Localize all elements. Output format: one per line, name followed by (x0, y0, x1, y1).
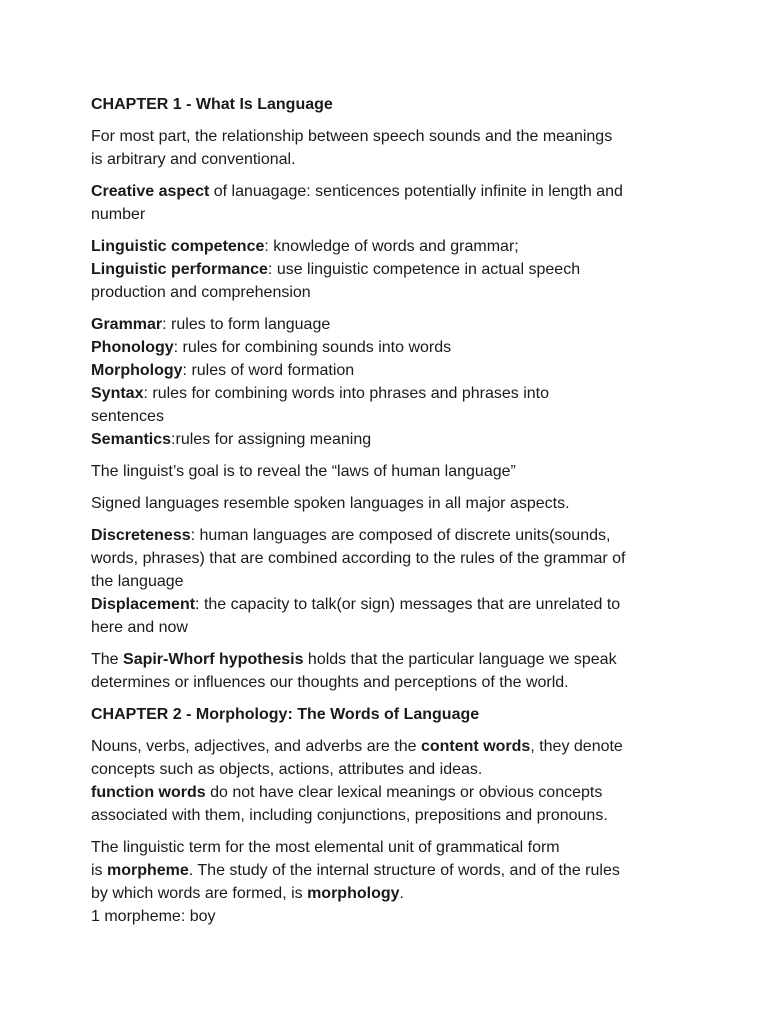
text-line (91, 735, 691, 758)
paragraph-competence (91, 235, 691, 304)
text-line: sentences (91, 408, 164, 425)
text-fragment: do not have clear lexical meanings or obvious concepts (205, 784, 603, 801)
text-line: Signed languages resemble spoken languages in all major aspects. (91, 495, 570, 512)
term-function-words: function words (91, 784, 206, 801)
text-fragment: : rules for combining sounds into words (173, 339, 452, 356)
text-line (91, 859, 691, 882)
paragraph-discreteness (91, 524, 691, 639)
text-fragment: The (91, 651, 124, 668)
paragraph-content-words (91, 735, 691, 827)
text-line: number (91, 206, 146, 223)
text-fragment: . (399, 885, 404, 902)
term-content-words: content words (420, 738, 531, 755)
text-line: 1 morpheme: boy (91, 908, 216, 925)
text-line (91, 235, 691, 258)
text-line (91, 336, 691, 359)
text-fragment: :rules for assigning meaning (171, 431, 372, 448)
term-discreteness: Discreteness (91, 527, 191, 544)
paragraph-arbitrary (91, 125, 691, 171)
text-line: the language (91, 573, 184, 590)
text-line (91, 428, 691, 451)
text-fragment: : human languages are composed of discrete units(sounds, (190, 527, 611, 544)
text-fragment: , they denote (530, 738, 623, 755)
paragraph-creative-aspect (91, 180, 691, 226)
document-page (91, 93, 691, 937)
text-line (91, 593, 691, 616)
text-line: For most part, the relationship between speech sounds and the meanings (91, 128, 613, 145)
chapter-1-heading: CHAPTER 1 - What Is Language (91, 96, 333, 113)
text-line (91, 882, 691, 905)
text-line: is arbitrary and conventional. (91, 151, 296, 168)
text-line: production and comprehension (91, 284, 311, 301)
text-line (91, 781, 691, 804)
term-morphology: Morphology (91, 362, 183, 379)
text-line: associated with them, including conjunctions, prepositions and pronouns. (91, 807, 608, 824)
text-fragment: of lanuagage: senticences potentially infinite in length and (209, 183, 623, 200)
paragraph-sapir-whorf (91, 648, 691, 694)
text-fragment: by which words are formed, is (91, 885, 308, 902)
text-fragment: : the capacity to talk(or sign) messages that are unrelated to (195, 596, 621, 613)
term-phonology: Phonology (91, 339, 174, 356)
paragraph-grammar (91, 313, 691, 451)
text-line: here and now (91, 619, 188, 636)
term-displacement: Displacement (91, 596, 196, 613)
term-creative-aspect: Creative aspect (91, 183, 210, 200)
term-morphology-study: morphology (307, 885, 400, 902)
term-syntax: Syntax (91, 385, 144, 402)
paragraph-linguist-goal (91, 460, 691, 483)
paragraph-morpheme (91, 836, 691, 928)
term-linguistic-performance: Linguistic performance (91, 261, 268, 278)
text-line (91, 382, 691, 405)
chapter-2-heading: CHAPTER 2 - Morphology: The Words of Language (91, 706, 480, 723)
paragraph-signed-languages (91, 492, 691, 515)
text-line (91, 258, 691, 281)
text-fragment: is (91, 862, 107, 879)
text-fragment: Nouns, verbs, adjectives, and adverbs are the (91, 738, 421, 755)
text-fragment: : knowledge of words and grammar; (264, 238, 519, 255)
text-fragment: . The study of the internal structure of words, and of the rules (188, 862, 620, 879)
text-fragment: : rules to form language (162, 316, 331, 333)
text-line (91, 313, 691, 336)
term-sapir-whorf: Sapir-Whorf hypothesis (123, 651, 304, 668)
term-semantics: Semantics (91, 431, 172, 448)
term-grammar: Grammar (91, 316, 163, 333)
text-fragment: : use linguistic competence in actual speech (267, 261, 581, 278)
text-fragment: holds that the particular language we speak (303, 651, 617, 668)
text-line (91, 180, 691, 203)
text-line: The linguistic term for the most elemental unit of grammatical form (91, 839, 560, 856)
text-fragment: : rules of word formation (182, 362, 355, 379)
text-line (91, 359, 691, 382)
term-morpheme: morpheme (107, 862, 189, 879)
text-line: determines or influences our thoughts and perceptions of the world. (91, 674, 569, 691)
text-line: words, phrases) that are combined according to the rules of the grammar of (91, 550, 626, 567)
term-linguistic-competence: Linguistic competence (91, 238, 265, 255)
text-fragment: : rules for combining words into phrases and phrases into (143, 385, 550, 402)
text-line: concepts such as objects, actions, attributes and ideas. (91, 761, 483, 778)
text-line (91, 524, 691, 547)
text-line: The linguist’s goal is to reveal the “laws of human language” (91, 463, 516, 480)
text-line (91, 648, 691, 671)
